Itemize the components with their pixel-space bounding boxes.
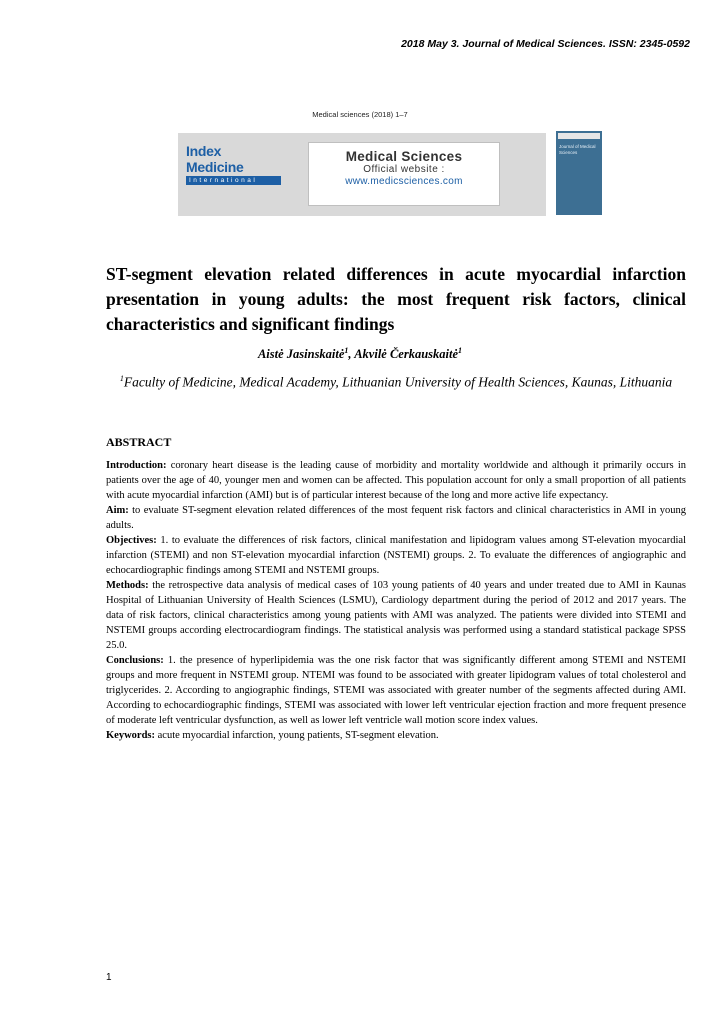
authors-line [0,346,720,362]
section-text: 1. to evaluate the differences of risk factors, clinical manifestation and lipidogram values among ST-elevation myocardial infarction (STEMI) and non ST-elevation myocardial infarction (NSTEMI) groups. 2. To evaluate the differences of angiographic and echocardiographic findings among STEMI and NSTEMI groups. [106,535,686,576]
official-website-label: Official website : [363,164,445,175]
index-medicine-logo [186,143,281,185]
abstract-body [106,458,686,743]
page-number: 1 [106,972,112,983]
section-label: Aim: [106,505,129,516]
abstract-introduction [106,458,686,503]
affiliation-sup: 1 [119,374,124,383]
section-label: Methods: [106,580,149,591]
abstract-objectives [106,533,686,578]
section-text: the retrospective data analysis of medical cases of 103 young patients of 40 years and under treated due to AMI in Kaunas Hospital of Lithuanian University of Health Sciences (LSMU), Cardiology department during the period of 2012 and 2017 years. The data of risk factors, clinical characteristics among young patients with AMI was analyzed. The patients were divided into STEMI and NSTEMI groups according electrocardiogram findings. The statistical analysis was performed using a standard statistical package SPSS 25.0. [106,580,686,651]
author-2-affiliation-sup: 1 [458,346,463,355]
section-text: acute myocardial infarction, young patients, ST-segment elevation. [155,730,439,741]
section-text: coronary heart disease is the leading cause of morbidity and mortality worldwide and although it primarily occurs in patients over the age of 40, younger men and women can be affected. This population account for only a small proportion of all patients with acute myocardial infarction (AMI) but is of particular interest because of the long and more active life expectancy. [106,460,686,501]
cover-title: Journal of Medical Sciences [559,144,596,155]
abstract-heading: ABSTRACT [106,435,172,449]
abstract-methods [106,578,686,653]
abstract-keywords [106,728,686,743]
abstract-aim [106,503,686,533]
medical-sciences-box [308,142,500,206]
author-1-affiliation-sup: 1 [344,346,349,355]
author-1: Aistė Jasinskaitė [257,347,345,362]
index-medicine-logo-subtitle: International [186,176,281,185]
article-title: ST-segment elevation related differences in acute myocardial infarction presentation in young adults: the most frequent risk factors, clinical characteristics and significant findings [106,264,686,334]
section-label: Keywords: [106,730,155,741]
affiliation-text: Faculty of Medicine, Medical Academy, Lithuanian University of Health Sciences, Kaunas, Lithuania [123,374,673,390]
section-text: to evaluate ST-segment elevation related differences of the most fequent risk factors and clinical characteristics in AMI in young adults. [106,505,686,531]
author-2: Akvilė Čerkauskaitė [354,347,459,362]
author-separator: , [348,347,355,362]
journal-banner [178,133,546,216]
section-label: Introduction: [106,460,167,471]
website-url[interactable]: www.medicsciences.com [345,176,463,187]
affiliation [106,370,686,392]
abstract-conclusions [106,653,686,728]
journal-subline: Medical sciences (2018) 1–7 [312,110,408,119]
medical-sciences-title: Medical Sciences [345,149,463,164]
section-label: Conclusions: [106,655,164,666]
section-label: Objectives: [106,535,157,546]
journal-citation-line: 2018 May 3. Journal of Medical Sciences. ISSN: 2345-0592 [401,38,690,50]
index-medicine-logo-title: Index Medicine [186,143,244,175]
journal-cover-image [556,131,602,215]
section-text: 1. the presence of hyperlipidemia was the one risk factor that was significantly different among STEMI and NSTEMI groups and more frequent in NSTEMI group. NTEMI was found to be associated with greater lipidogram values of total cholesterol and triglycerides. 2. According to angiographic findings, STEMI was associated with greater number of the segments affected during AMI. According to echocardiographic findings, STEMI was associated with lower left ventricular ejection fraction and more frequent presence of moderate left ventricular dysfunction, as well as lower left ventricle wall motion score index values. [106,655,686,726]
